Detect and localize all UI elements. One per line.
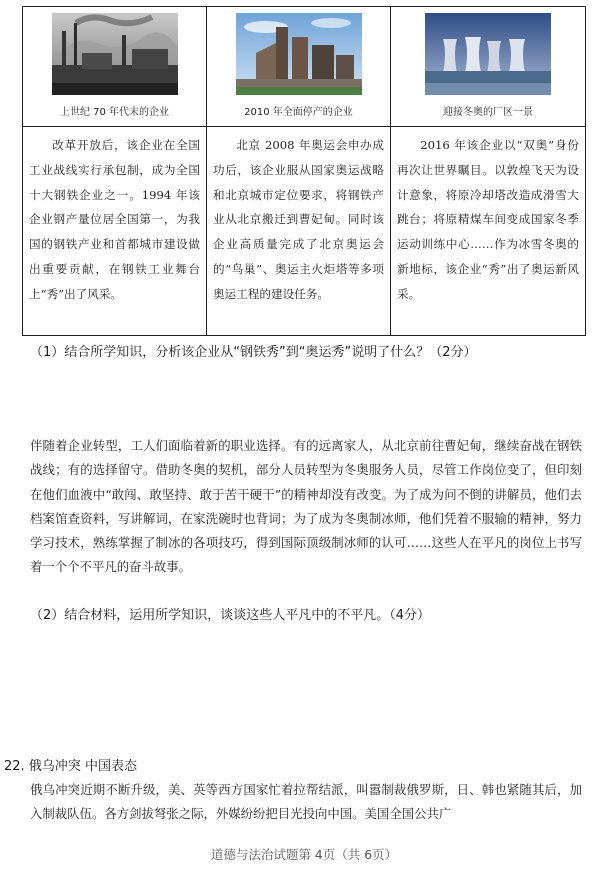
material-paragraph-2: 伴随着企业转型，工人们面临着新的职业选择。有的远离家人，从北京前往曹妃甸，继续奋战在钢铁战线；有的选择留守。借助冬奥的契机，部分人员转型为冬奥服务人员，尽管工作岗位变了，但印刻在他们血液中“敢闯、敢坚持、敢于苦干硬干”的精神却没有改变。为了成为问不倒的讲解员，他们去档案馆查资料，写讲解词，在家洗碗时也背词；为了成为冬奥制冰师，他们凭着不服输的精神，努力学习技术，熟练掌握了制冰的各项技巧，得到国际顶级制冰师的认可……这些人在平凡的岗位上书写着一个个不平凡的奋斗故事。 <box>30 438 582 575</box>
material-table <box>22 6 586 336</box>
material-text-2: 北京 2008 年奥运会申办成功后，该企业服从国家奥运战略和北京城市定位要求，将钢铁产业从北京搬迁到曹妃甸。同时该企业高质量完成了北京奥运会的“鸟巢”、奥运主火炬塔等多项奥运工程的建设任务。 <box>213 138 384 301</box>
table-column-2 <box>207 7 391 335</box>
image-cell-2 <box>207 7 390 127</box>
question-22-heading: 22. 俄乌冲突 中国表态 <box>4 759 137 774</box>
photo-closed-factory <box>236 13 362 95</box>
photo-winter-olympics-park <box>425 13 551 95</box>
table-column-3 <box>391 7 585 335</box>
caption-2: 2010 年全面停产的企业 <box>244 107 353 118</box>
question-1: （1）结合所学知识，分析该企业从“钢铁秀”到“奥运秀”说明了什么？（2分） <box>30 345 477 360</box>
question-22-text: 俄乌冲突近期不断升级，美、英等西方国家忙着拉帮结派，叫嚣制裁俄罗斯，日、韩也紧随其后，加入制裁队伍。各方剑拔弩张之际，外媒纷纷把目光投向中国。美国全国公共广 <box>30 782 582 822</box>
material-text-3: 2016 年该企业以“双奥”身份再次让世界瞩目。以敦煌飞天为设计意象，将原冷却塔改造成滑雪大跳台；将原精煤车间变成国家冬季运动训练中心……作为冰雪冬奥的新地标，该企业“秀”出了奥运新风采。 <box>397 138 579 301</box>
page-footer: 道德与法治试题第 4页（共 6页） <box>210 847 398 862</box>
material-text-1: 改革开放后，该企业在全国工业战线实行承包制，成为全国十大钢铁企业之一。1994 年该企业钢产量位居全国第一，为我国的钢铁产业和首都城市建设做出重要贡献，在钢铁工业舞台上“秀”出了风采。 <box>29 138 200 301</box>
caption-1: 上世纪 70 年代末的企业 <box>59 107 170 118</box>
image-cell-3 <box>391 7 585 127</box>
image-cell-1 <box>23 7 206 127</box>
question-2: （2）结合材料，运用所学知识，谈谈这些人平凡中的不平凡。（4分） <box>30 608 431 623</box>
caption-3: 迎接冬奥的厂区一景 <box>443 107 533 118</box>
table-column-1 <box>23 7 207 335</box>
photo-old-factory <box>52 13 178 95</box>
